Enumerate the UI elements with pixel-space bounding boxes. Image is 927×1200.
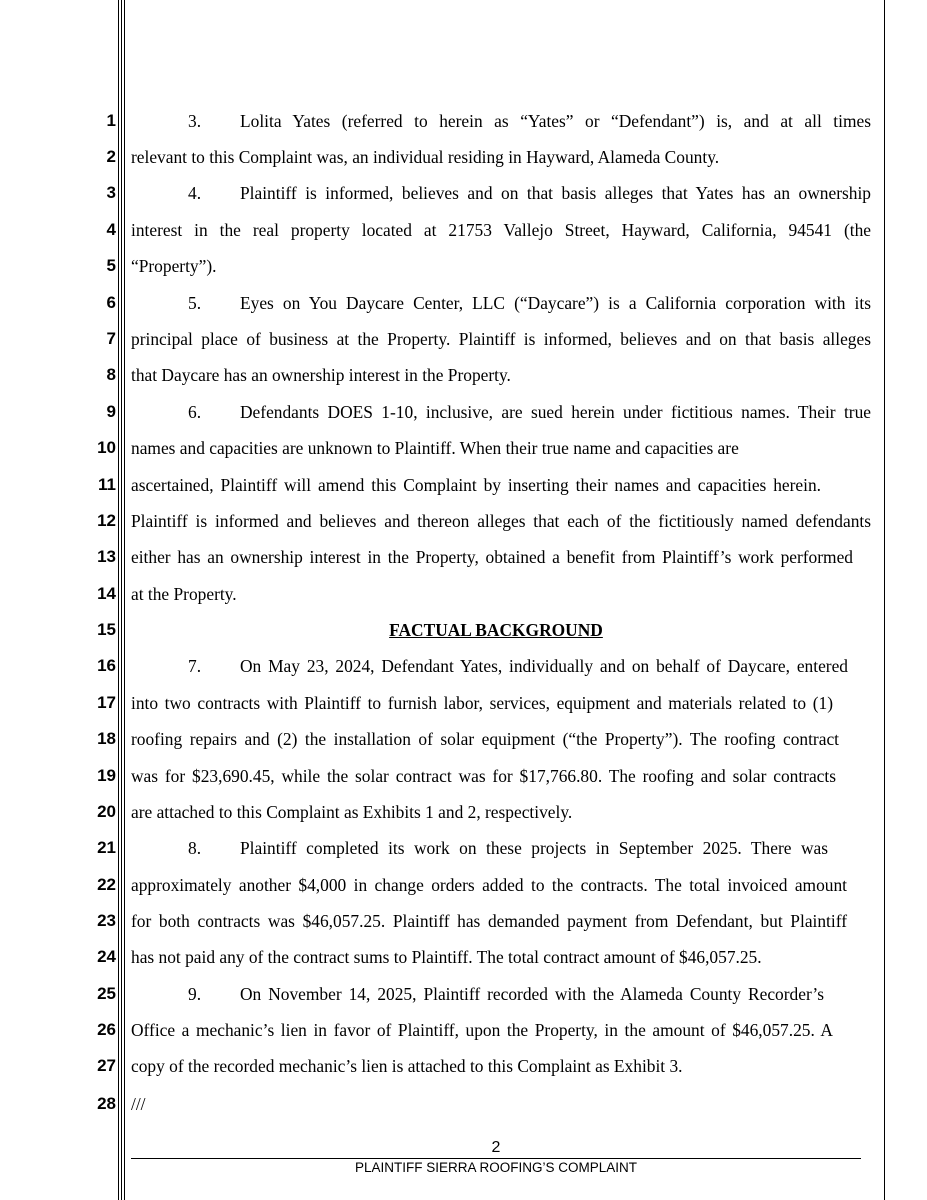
paragraph-number: 8. bbox=[188, 838, 202, 858]
paragraph-7-line: into two contracts with Plaintiff to furnish labor, services, equipment and materials related to (1) bbox=[131, 693, 833, 713]
paragraph-9-line: copy of the recorded mechanic’s lien is attached to this Complaint as Exhibit 3. bbox=[131, 1056, 683, 1076]
line-text: Plaintiff completed its work on these projects in September 2025. There was bbox=[240, 838, 828, 858]
line-number: 6 bbox=[106, 293, 116, 312]
line-number: 26 bbox=[97, 1020, 116, 1039]
paragraph-7-line: was for $23,690.45, while the solar contract was for $17,766.80. The roofing and solar contracts bbox=[131, 766, 836, 786]
line-text: Defendants DOES 1-10, inclusive, are sued herein under fictitious names. Their true bbox=[240, 402, 871, 422]
line-number: 4 bbox=[106, 220, 116, 239]
line-text: Plaintiff is informed, believes and on that basis alleges that Yates has an ownership bbox=[240, 183, 871, 203]
line-text: On November 14, 2025, Plaintiff recorded with the Alameda County Recorder’s bbox=[240, 984, 824, 1004]
page-number: 2 bbox=[491, 1139, 501, 1156]
continuation-mark: /// bbox=[131, 1094, 146, 1114]
line-number: 3 bbox=[106, 183, 116, 202]
line-number-gutter bbox=[0, 0, 118, 1200]
footer-title: PLAINTIFF SIERRA ROOFING’S COMPLAINT bbox=[354, 1160, 638, 1175]
line-number: 24 bbox=[97, 947, 116, 966]
paragraph-9-line: Office a mechanic’s lien in favor of Plaintiff, upon the Property, in the amount of $46,057.25. A bbox=[131, 1020, 833, 1040]
paragraph-5-line: that Daycare has an ownership interest in the Property. bbox=[131, 365, 511, 385]
paragraph-8-line: approximately another $4,000 in change orders added to the contracts. The total invoiced amount bbox=[131, 875, 847, 895]
line-number: 23 bbox=[97, 911, 116, 930]
paragraph-4-line: interest in the real property located at 21753 Vallejo Street, Hayward, California, 94541 (the bbox=[131, 220, 871, 240]
paragraph-4-line bbox=[188, 182, 871, 204]
line-number: 19 bbox=[97, 766, 116, 785]
paragraph-8-line: has not paid any of the contract sums to Plaintiff. The total contract amount of $46,057.25. bbox=[131, 947, 762, 967]
paragraph-6-line: Plaintiff is informed and believes and thereon alleges that each of the fictitiously named defendants bbox=[131, 511, 871, 531]
line-number: 15 bbox=[97, 620, 116, 639]
line-number: 13 bbox=[97, 547, 116, 566]
line-number: 20 bbox=[97, 802, 116, 821]
line-number: 5 bbox=[106, 256, 116, 275]
paragraph-7-line: are attached to this Complaint as Exhibits 1 and 2, respectively. bbox=[131, 802, 573, 822]
line-number: 18 bbox=[97, 729, 116, 748]
paragraph-8-line bbox=[188, 837, 828, 859]
paragraph-6-line: names and capacities are unknown to Plaintiff. When their true name and capacities are bbox=[131, 438, 739, 458]
paragraph-number: 5. bbox=[188, 293, 202, 313]
line-number: 9 bbox=[106, 402, 116, 421]
line-number: 2 bbox=[106, 147, 116, 166]
paragraph-6-line: at the Property. bbox=[131, 584, 237, 604]
line-number: 10 bbox=[97, 438, 116, 457]
paragraph-6-line: either has an ownership interest in the Property, obtained a benefit from Plaintiff’s work performed bbox=[131, 547, 853, 567]
left-margin-rule-inner bbox=[124, 0, 125, 1200]
paragraph-number: 4. bbox=[188, 183, 202, 203]
paragraph-6-line: ascertained, Plaintiff will amend this Complaint by inserting their names and capacities herein. bbox=[131, 475, 821, 495]
line-number: 25 bbox=[97, 984, 116, 1003]
line-number: 7 bbox=[106, 329, 116, 348]
paragraph-9-line bbox=[188, 983, 824, 1005]
right-margin-rule bbox=[884, 0, 885, 1200]
line-number: 11 bbox=[98, 475, 116, 494]
paragraph-7-line: roofing repairs and (2) the installation of solar equipment (“the Property”). The roofing contract bbox=[131, 729, 839, 749]
paragraph-number: 6. bbox=[188, 402, 202, 422]
paragraph-5-line bbox=[188, 292, 871, 314]
line-text: Eyes on You Daycare Center, LLC (“Daycare”) is a California corporation with its bbox=[240, 293, 871, 313]
line-text: On May 23, 2024, Defendant Yates, individually and on behalf of Daycare, entered bbox=[240, 656, 848, 676]
paragraph-6-line bbox=[188, 401, 871, 423]
line-number: 27 bbox=[97, 1056, 116, 1075]
paragraph-number: 9. bbox=[188, 984, 202, 1004]
paragraph-7-line bbox=[188, 655, 848, 677]
footer-rule bbox=[131, 1158, 861, 1159]
paragraph-5-line: principal place of business at the Property. Plaintiff is informed, believes and on that basis alleges bbox=[131, 329, 871, 349]
line-number: 1 bbox=[106, 111, 116, 130]
line-number: 14 bbox=[97, 584, 116, 603]
line-number: 28 bbox=[97, 1094, 116, 1113]
line-text: Lolita Yates (referred to herein as “Yates” or “Defendant”) is, and at all times bbox=[240, 111, 871, 131]
line-number: 22 bbox=[97, 875, 116, 894]
line-number: 12 bbox=[97, 511, 116, 530]
paragraph-8-line: for both contracts was $46,057.25. Plaintiff has demanded payment from Defendant, but Plaintiff bbox=[131, 911, 847, 931]
line-number: 21 bbox=[97, 838, 116, 857]
paragraph-3-line bbox=[188, 110, 871, 132]
paragraph-number: 7. bbox=[188, 656, 202, 676]
line-number: 8 bbox=[106, 365, 116, 384]
paragraph-4-line: “Property”). bbox=[131, 256, 217, 276]
left-margin-rule-middle bbox=[121, 0, 122, 1200]
line-number: 17 bbox=[97, 693, 116, 712]
paragraph-number: 3. bbox=[188, 111, 202, 131]
left-margin-rule-outer bbox=[118, 0, 119, 1200]
paragraph-3-line: relevant to this Complaint was, an individual residing in Hayward, Alameda County. bbox=[131, 147, 720, 167]
section-heading: FACTUAL BACKGROUND bbox=[389, 620, 603, 640]
line-number: 16 bbox=[97, 656, 116, 675]
